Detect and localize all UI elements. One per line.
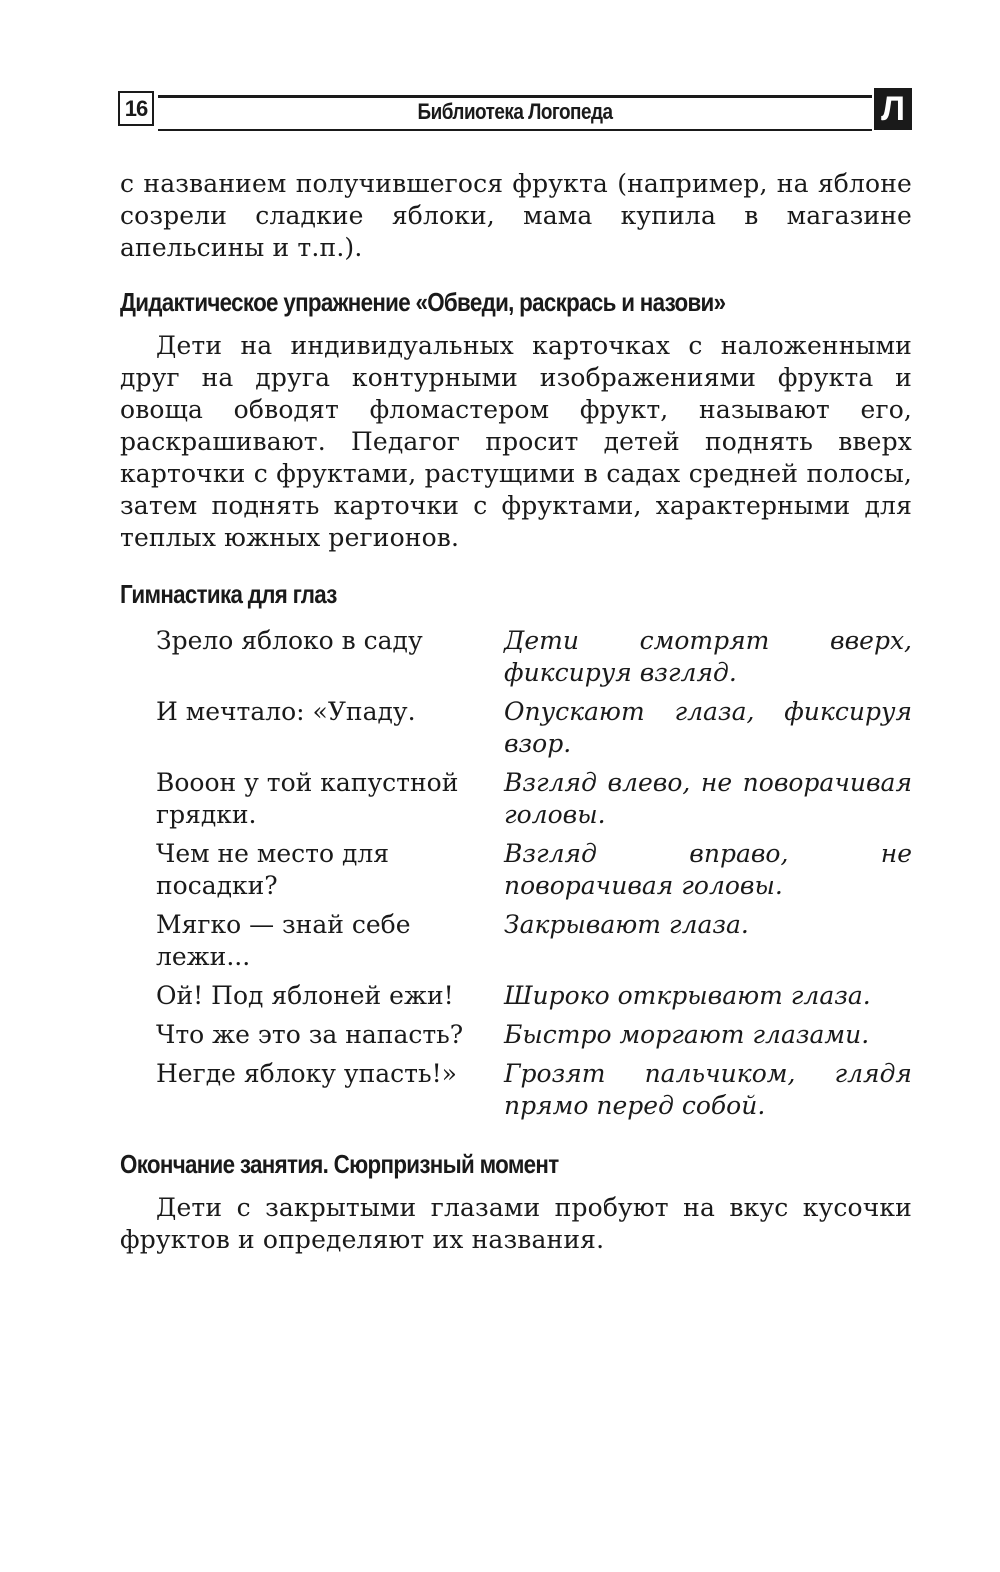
exercise-paragraph: Дети на индивидуальных карточках с наложенными друг на друга контурными изображениями фрукта и овоща обводят фломастером фрукт, называют его, раскрашивают. Педагог просит детей поднять вверх карточки с фруктами, растущими в садах средней полосы, затем поднять карточки с фруктами, характерными для теплых южных регионов. (120, 331, 912, 552)
poem-verse: Мягко — знай себе лежи... (156, 910, 411, 971)
ending-paragraph: Дети с закрытыми глазами пробуют на вкус кусочки фруктов и определяют их названия. (120, 1193, 912, 1254)
poem-row (120, 696, 912, 760)
poem-row (120, 909, 912, 973)
poem-action: Грозят пальчиком, глядя прямо перед собой. (504, 1059, 912, 1120)
page-number: 16 (118, 91, 154, 126)
page-content (120, 168, 912, 1256)
intro-paragraph: с названием получившегося фрукта (например, на яблоне созрели сладкие яблоки, мама купила в магазине апельсины и т.п.). (120, 169, 912, 262)
poem-verse: Что же это за напасть? (156, 1020, 464, 1049)
poem-verse: Негде яблоку упасть!» (156, 1059, 457, 1088)
poem-row (120, 767, 912, 831)
poem-verse: И мечтало: «Упаду. (156, 697, 416, 726)
poem-row (120, 1058, 912, 1122)
poem-row (120, 838, 912, 902)
poem-verse: Зрело яблоко в саду (156, 626, 423, 655)
running-header (118, 88, 912, 132)
series-logo: Л (874, 88, 912, 130)
poem-action: Дети смотрят вверх, фиксируя взгляд. (504, 626, 912, 687)
poem-row (120, 625, 912, 689)
poem-action: Широко открывают глаза. (504, 981, 871, 1010)
running-title: Библиотека Логопеда (417, 99, 613, 124)
poem-verse: Вооон у той капустной грядки. (156, 768, 459, 829)
poem-action: Опускают глаза, фиксируя взор. (504, 697, 912, 758)
poem-action: Быстро моргают глазами. (504, 1020, 870, 1049)
poem-action: Взгляд вправо, не поворачивая головы. (504, 839, 912, 900)
poem-action: Закрывают глаза. (504, 910, 749, 939)
poem-verse: Чем не место для посадки? (156, 839, 390, 900)
poem-row (120, 980, 912, 1012)
exercise-heading: Дидактическое упражнение «Обведи, раскрась и назови» (120, 287, 726, 317)
poem-action: Взгляд влево, не поворачивая головы. (504, 768, 912, 829)
ending-heading: Окончание занятия. Сюрпризный момент (120, 1149, 559, 1179)
gymnastics-heading: Гимнастика для глаз (120, 579, 337, 609)
poem-row (120, 1019, 912, 1051)
poem-verse: Ой! Под яблоней ежи! (156, 981, 454, 1010)
eye-gymnastics-poem (120, 625, 912, 1122)
